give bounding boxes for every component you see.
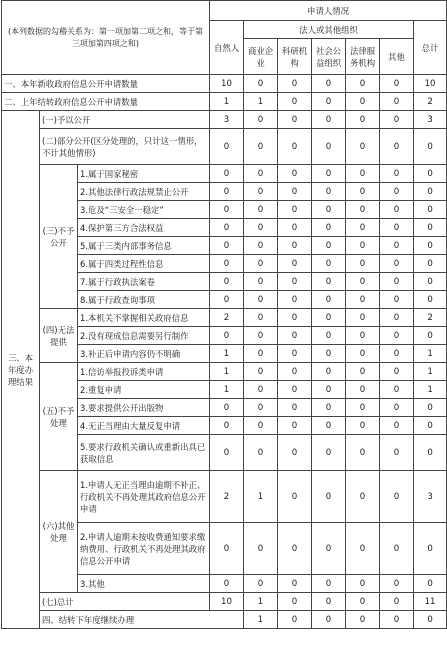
value-cell: 0 (346, 575, 380, 593)
value-cell: 0 (210, 327, 244, 345)
section-3-label: 三、本年度办理结果 (2, 111, 40, 629)
value-cell: 0 (346, 129, 380, 165)
value-cell: 0 (346, 399, 380, 417)
table-row (2, 111, 447, 129)
value-cell: 0 (346, 435, 380, 471)
value-cell: 3 (210, 111, 244, 129)
value-cell: 1 (210, 381, 244, 399)
value-cell: 0 (312, 471, 346, 523)
group-label-not-disclosed: (三)不予公开 (40, 165, 78, 309)
value-cell: 0 (278, 327, 312, 345)
value-cell: 0 (278, 435, 312, 471)
value-cell: 0 (414, 219, 447, 237)
value-cell: 0 (380, 237, 414, 255)
row-label: 2.申请人逾期未按收费通知要求缴纳费用、行政机关不再处理其政府信息公开申请 (78, 523, 210, 575)
value-cell: 0 (278, 255, 312, 273)
value-cell: 0 (244, 273, 278, 291)
value-cell: 1 (244, 471, 278, 523)
applicant-header: 申请人情况 (210, 1, 447, 21)
value-cell: 0 (346, 593, 380, 611)
value-cell: 1 (210, 363, 244, 381)
value-cell: 0 (278, 183, 312, 201)
value-cell: 0 (380, 593, 414, 611)
value-cell: 0 (210, 129, 244, 165)
value-cell: 10 (210, 75, 244, 93)
value-cell: 0 (312, 435, 346, 471)
value-cell: 0 (210, 435, 244, 471)
value-cell: 0 (346, 255, 380, 273)
disclosure-table (1, 0, 447, 629)
value-cell: 0 (414, 237, 447, 255)
value-cell: 0 (312, 575, 346, 593)
value-cell: 0 (278, 309, 312, 327)
value-cell: 1 (414, 363, 447, 381)
row-label: 6.属于四类过程性信息 (78, 255, 210, 273)
value-cell: 0 (346, 381, 380, 399)
value-cell: 0 (278, 129, 312, 165)
value-cell: 0 (312, 75, 346, 93)
value-cell: 0 (312, 363, 346, 381)
table-row (2, 611, 447, 629)
value-cell: 0 (278, 363, 312, 381)
col-other: 其他 (380, 39, 414, 75)
value-cell: 1 (210, 345, 244, 363)
row-label: 4.保护第三方合法权益 (78, 219, 210, 237)
value-cell: 0 (380, 111, 414, 129)
table-row (2, 165, 447, 183)
value-cell: 0 (210, 273, 244, 291)
value-cell: 0 (312, 111, 346, 129)
row-label: 7.属于行政执法案卷 (78, 273, 210, 291)
value-cell: 3 (414, 471, 447, 523)
value-cell: 0 (380, 165, 414, 183)
value-cell: 0 (380, 183, 414, 201)
value-cell: 0 (380, 129, 414, 165)
row-label: 一、本年新收政府信息公开申请数量 (2, 75, 210, 93)
value-cell: 0 (244, 523, 278, 575)
value-cell: 0 (346, 93, 380, 111)
value-cell: 0 (244, 219, 278, 237)
value-cell: 0 (346, 237, 380, 255)
value-cell: 0 (346, 611, 380, 629)
value-cell: 0 (312, 399, 346, 417)
value-cell: 10 (210, 593, 244, 611)
row-label: (七)总计 (40, 593, 210, 611)
table-row (2, 129, 447, 165)
value-cell: 0 (312, 219, 346, 237)
value-cell: 0 (312, 273, 346, 291)
value-cell: 0 (312, 417, 346, 435)
row-label: 4.无正当理由大量反复申请 (78, 417, 210, 435)
value-cell: 0 (244, 129, 278, 165)
value-cell: 0 (210, 291, 244, 309)
value-cell: 0 (278, 523, 312, 575)
value-cell: 0 (380, 327, 414, 345)
value-cell: 0 (278, 75, 312, 93)
value-cell: 0 (210, 237, 244, 255)
value-cell: 0 (278, 93, 312, 111)
value-cell: 0 (414, 575, 447, 593)
value-cell: 0 (210, 165, 244, 183)
value-cell: 1 (244, 611, 278, 629)
value-cell: 0 (380, 399, 414, 417)
row-label: 3.要求提供公开出版物 (78, 399, 210, 417)
col-commercial: 商业企业 (244, 39, 278, 75)
value-cell: 11 (414, 593, 447, 611)
value-cell: 0 (380, 309, 414, 327)
group-label-other-processing: (六)其他处理 (40, 471, 78, 593)
value-cell: 0 (244, 309, 278, 327)
value-cell: 2 (414, 93, 447, 111)
value-cell: 0 (278, 237, 312, 255)
table-row (2, 471, 447, 523)
value-cell: 0 (414, 327, 447, 345)
value-cell: 0 (414, 523, 447, 575)
value-cell: 0 (312, 309, 346, 327)
value-cell: 0 (278, 111, 312, 129)
value-cell: 0 (278, 291, 312, 309)
value-cell: 0 (244, 417, 278, 435)
value-cell: 0 (346, 183, 380, 201)
table-row (2, 309, 447, 327)
value-cell: 0 (346, 327, 380, 345)
value-cell: 1 (414, 381, 447, 399)
value-cell: 0 (210, 417, 244, 435)
value-cell: 0 (244, 381, 278, 399)
value-cell: 0 (278, 273, 312, 291)
value-cell: 0 (244, 399, 278, 417)
value-cell: 0 (380, 291, 414, 309)
value-cell: 0 (312, 345, 346, 363)
col-legal-service: 法律服务机构 (346, 39, 380, 75)
value-cell: 0 (312, 381, 346, 399)
value-cell: 0 (312, 255, 346, 273)
value-cell: 0 (244, 327, 278, 345)
value-cell: 0 (278, 417, 312, 435)
value-cell: 0 (414, 291, 447, 309)
value-cell: 0 (210, 201, 244, 219)
value-cell: 10 (414, 75, 447, 93)
value-cell: 0 (312, 183, 346, 201)
value-cell: 0 (244, 435, 278, 471)
value-cell: 1 (414, 345, 447, 363)
col-research: 科研机构 (278, 39, 312, 75)
row-label: 3.补正后申请内容仍不明确 (78, 345, 210, 363)
value-cell: 0 (210, 255, 244, 273)
value-cell: 0 (210, 523, 244, 575)
value-cell: 0 (346, 291, 380, 309)
legal-group-header: 法人或其他组织 (244, 21, 414, 39)
value-cell: 0 (414, 417, 447, 435)
value-cell: 0 (312, 129, 346, 165)
value-cell: 0 (346, 471, 380, 523)
value-cell: 0 (278, 345, 312, 363)
value-cell: 0 (210, 219, 244, 237)
value-cell: 1 (244, 593, 278, 611)
value-cell: 0 (244, 345, 278, 363)
value-cell: 0 (278, 575, 312, 593)
row-label: 3.危及“三安全一稳定” (78, 201, 210, 219)
value-cell: 0 (414, 611, 447, 629)
value-cell: 0 (380, 93, 414, 111)
row-label: 2.没有现成信息需要另行制作 (78, 327, 210, 345)
row-label: 2.其他法律行政法规禁止公开 (78, 183, 210, 201)
value-cell: 0 (244, 255, 278, 273)
row-label: (二)部分公开(区分处理的，只计这一情形，不计其他情形) (40, 129, 210, 165)
value-cell: 0 (346, 201, 380, 219)
value-cell: 0 (380, 201, 414, 219)
value-cell: 0 (244, 237, 278, 255)
value-cell: 0 (312, 327, 346, 345)
value-cell: 0 (380, 523, 414, 575)
value-cell: 0 (210, 183, 244, 201)
value-cell: 0 (312, 165, 346, 183)
value-cell: 0 (210, 399, 244, 417)
value-cell: 0 (380, 417, 414, 435)
value-cell: 0 (278, 165, 312, 183)
value-cell: 0 (414, 129, 447, 165)
value-cell: 0 (380, 345, 414, 363)
value-cell: 2 (210, 309, 244, 327)
row-label: (一)予以公开 (40, 111, 210, 129)
row-label: 8.属于行政查询事项 (78, 291, 210, 309)
value-cell: 0 (414, 183, 447, 201)
value-cell: 0 (414, 255, 447, 273)
value-cell: 0 (346, 219, 380, 237)
group-label-not-processed: (五)不予处理 (40, 363, 78, 471)
value-cell: 0 (380, 219, 414, 237)
value-cell: 0 (312, 291, 346, 309)
value-cell: 0 (346, 111, 380, 129)
value-cell: 0 (244, 291, 278, 309)
row-label: 3.其他 (78, 575, 210, 593)
value-cell: 1 (210, 93, 244, 111)
col-total: 总计 (414, 21, 447, 75)
value-cell: 0 (312, 523, 346, 575)
value-cell: 0 (312, 237, 346, 255)
value-cell: 0 (380, 255, 414, 273)
table-row (2, 363, 447, 381)
value-cell: 0 (278, 471, 312, 523)
col-natural-person: 自然人 (210, 21, 244, 75)
col-public-welfare: 社会公益组织 (312, 39, 346, 75)
header-note: (本列数据的勾稽关系为：第一项加第二项之和，等于第三项加第四项之和) (2, 1, 210, 75)
value-cell: 0 (414, 399, 447, 417)
value-cell: 0 (278, 399, 312, 417)
value-cell: 0 (380, 471, 414, 523)
value-cell: 0 (312, 611, 346, 629)
row-label: 2.重复申请 (78, 381, 210, 399)
value-cell: 0 (380, 611, 414, 629)
value-cell: 0 (346, 309, 380, 327)
value-cell: 0 (346, 273, 380, 291)
value-cell: 1 (244, 93, 278, 111)
value-cell: 0 (244, 75, 278, 93)
value-cell: 0 (346, 363, 380, 381)
value-cell: 0 (380, 75, 414, 93)
value-cell: 3 (414, 111, 447, 129)
row-label: 1.信访举报投诉类申请 (78, 363, 210, 381)
value-cell: 0 (278, 593, 312, 611)
value-cell: 0 (414, 165, 447, 183)
value-cell: 2 (210, 471, 244, 523)
value-cell: 0 (312, 593, 346, 611)
row-label: 5.属于三类内部事务信息 (78, 237, 210, 255)
value-cell: 0 (380, 273, 414, 291)
value-cell: 0 (346, 165, 380, 183)
value-cell: 0 (244, 111, 278, 129)
row-label: 5.要求行政机关确认或重新出具已获取信息 (78, 435, 210, 471)
row-label: 四、结转下年度继续办理 (40, 611, 244, 629)
value-cell: 0 (278, 219, 312, 237)
value-cell: 0 (414, 201, 447, 219)
value-cell: 2 (414, 309, 447, 327)
value-cell: 0 (244, 575, 278, 593)
row-label: 1.申请人无正当理由逾期不补正、行政机关不再处理其政府信息公开申请 (78, 471, 210, 523)
value-cell: 0 (244, 363, 278, 381)
value-cell: 0 (244, 183, 278, 201)
value-cell: 0 (414, 435, 447, 471)
row-label: 1.本机关不掌握相关政府信息 (78, 309, 210, 327)
value-cell: 0 (346, 75, 380, 93)
value-cell: 0 (244, 165, 278, 183)
value-cell: 0 (312, 93, 346, 111)
value-cell: 0 (312, 201, 346, 219)
value-cell: 0 (346, 345, 380, 363)
table-row (2, 93, 447, 111)
value-cell: 0 (244, 201, 278, 219)
value-cell: 0 (278, 381, 312, 399)
value-cell: 0 (278, 611, 312, 629)
value-cell: 0 (380, 381, 414, 399)
group-label-cannot-provide: (四)无法提供 (40, 309, 78, 363)
table-row (2, 593, 447, 611)
row-label: 1.属于国家秘密 (78, 165, 210, 183)
row-label: 二、上年结转政府信息公开申请数量 (2, 93, 210, 111)
value-cell: 0 (380, 575, 414, 593)
value-cell: 0 (414, 273, 447, 291)
value-cell: 0 (278, 201, 312, 219)
value-cell: 0 (380, 435, 414, 471)
value-cell: 0 (346, 523, 380, 575)
value-cell: 0 (380, 363, 414, 381)
table-row (2, 75, 447, 93)
value-cell: 0 (346, 417, 380, 435)
value-cell: 0 (210, 575, 244, 593)
